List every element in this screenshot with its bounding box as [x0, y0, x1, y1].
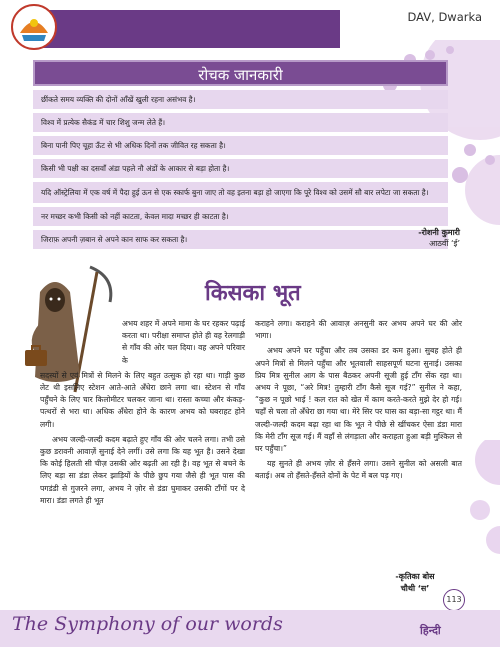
credit-name: -रोशनी कुमारी	[418, 228, 460, 237]
story-column-2	[255, 318, 462, 486]
school-logo-icon	[10, 3, 58, 51]
facts-credit	[360, 227, 460, 249]
author-class: चौथी ‘स’	[400, 584, 430, 593]
facts-title: रोचक जानकारी	[33, 60, 448, 86]
story-author	[385, 571, 445, 595]
fact-item: विश्व में प्रत्येक सैकंड में चार शिशु जन्म लेते हैं।	[33, 113, 448, 132]
credit-class: आठवीं ‘ई’	[429, 239, 460, 248]
fact-item: नर मच्छर कभी किसी को नहीं काटता, केवल मादा मच्छर ही काटता है।	[33, 207, 448, 226]
footer-bar	[0, 610, 500, 647]
fact-item: यदि ऑस्ट्रेलिया में एक वर्ष में पैदा हुई ऊन से एक स्कार्फ बुना जाए तो वह इतना बड़ा हो जाएगा कि पूरे विश्व को उसमें सौ बार लपेटा जा सकता है।	[33, 182, 448, 203]
author-name: -कृतिका बोस	[395, 572, 435, 581]
header-bar	[40, 10, 340, 48]
fact-item: किसी भी पक्षी का दसवाँ अंडा पहले नौ अंडों के आकार से बड़ा होता है।	[33, 159, 448, 178]
story-column-1	[40, 318, 245, 510]
magazine-title: The Symphony of our words	[12, 613, 283, 635]
story-title: किसका भूत	[205, 281, 301, 306]
section-label: हिन्दी	[420, 624, 441, 637]
story-paragraph: सदस्यों से एवं मित्रों से मिलने के लिए बहुत उत्सुक हो रहा था। गाड़ी कुछ लेट थी इसलिए स्टेशन आते-आते अँधेरा छाने लगा था। स्टेशन से गाँव पहुँचने के लिए चार किलोमीटर चलकर जाना था। रास्ता कच्चा और कंकड़-पत्थरों से भरा था। अधिक अँधेरा होने के कारण अभय को घबराहट होने लगी।	[40, 370, 245, 429]
story-paragraph: अभय अपने घर पहुँचा और तब उसका डर कम हुआ। सुबह होते ही अपने मित्रों से मिलने पहुँचा और भूतवाली साहसपूर्ण घटना सुनाई। उसका प्रिय मित्र सुनील आग के पास बैठकर अपनी सूजी हुई टाँग सेंक रहा था। अभय ने पूछा, “अरे मित्र! तुम्हारी टाँग कैसे सूज गई?” सुनील ने कहा, “कुछ न पूछो भाई ! कल रात को खेत में काम करते-करते मुझे देर हो गई। चहाँ से चला तो अँधेरा छा गया था। मेरे सिर पर घास का बड़ा-सा गट्ठर था। मैं जल्दी-जल्दी कदम बढ़ा रहा था कि भूत ने पीछे से खींचकर ऐसा डंडा मारा कि मेरी टाँग सूज गई। मैं वहाँ से लंगड़ाता और कराहता हुआ बड़ी मुश्किल से घर पहुँचा।”	[255, 346, 462, 454]
story-paragraph: यह सुनते ही अभय ज़ोर से हँसने लगा। उसने सुनील को असली बात बताई। अब तो हँसते-हँसते दोनों के पेट में बल पड़ गए।	[255, 459, 462, 481]
fact-item: छींकते समय व्यक्ति की दोनों आँखें खुली रहना असंभव है।	[33, 90, 448, 109]
fact-item: बिना पानी पिए चूहा ऊँट से भी अधिक दिनों तक जीवित रह सकता है।	[33, 136, 448, 155]
school-name: DAV, Dwarka	[407, 10, 482, 24]
fact-item: जिराफ़ अपनी ज़बान से अपने कान साफ कर सकता है।	[33, 230, 448, 249]
story-paragraph: कराहने लगा। कराहने की आवाज़ अनसुनी कर अभय अपने घर की ओर भागा।	[255, 319, 462, 341]
story-paragraph: अभय जल्दी-जल्दी कदम बढ़ाते हुए गाँव की ओर चलने लगा। तभी उसे कुछ डरावनी आवाज़ें सुनाई देने लगीं। उसे लगा कि यह भूत है। उसने देखा कि कोई हिलती सी चीज़ उसकी ओर बढ़ती आ रही है। वह भूत से बचने के लिए बड़ा सा डंडा लेकर झाड़ियों के पीछे छुप गया जैसे ही भूत पास की पगडंडी से गुजरने लगा, अभय ने ज़ोर से डंडा घुमाकर उसकी टाँगों पर दे मारा। डंडा लगते ही भूत	[40, 434, 245, 505]
story-paragraph: अभय शहर में अपने मामा के घर रहकर पढ़ाई करता था। परीक्षा समाप्त होते ही वह रेलगाड़ी से गाँव की ओर चल दिया। वह अपने परिवार के	[122, 319, 245, 365]
facts-section	[33, 60, 448, 249]
page-number: 113	[443, 589, 465, 611]
